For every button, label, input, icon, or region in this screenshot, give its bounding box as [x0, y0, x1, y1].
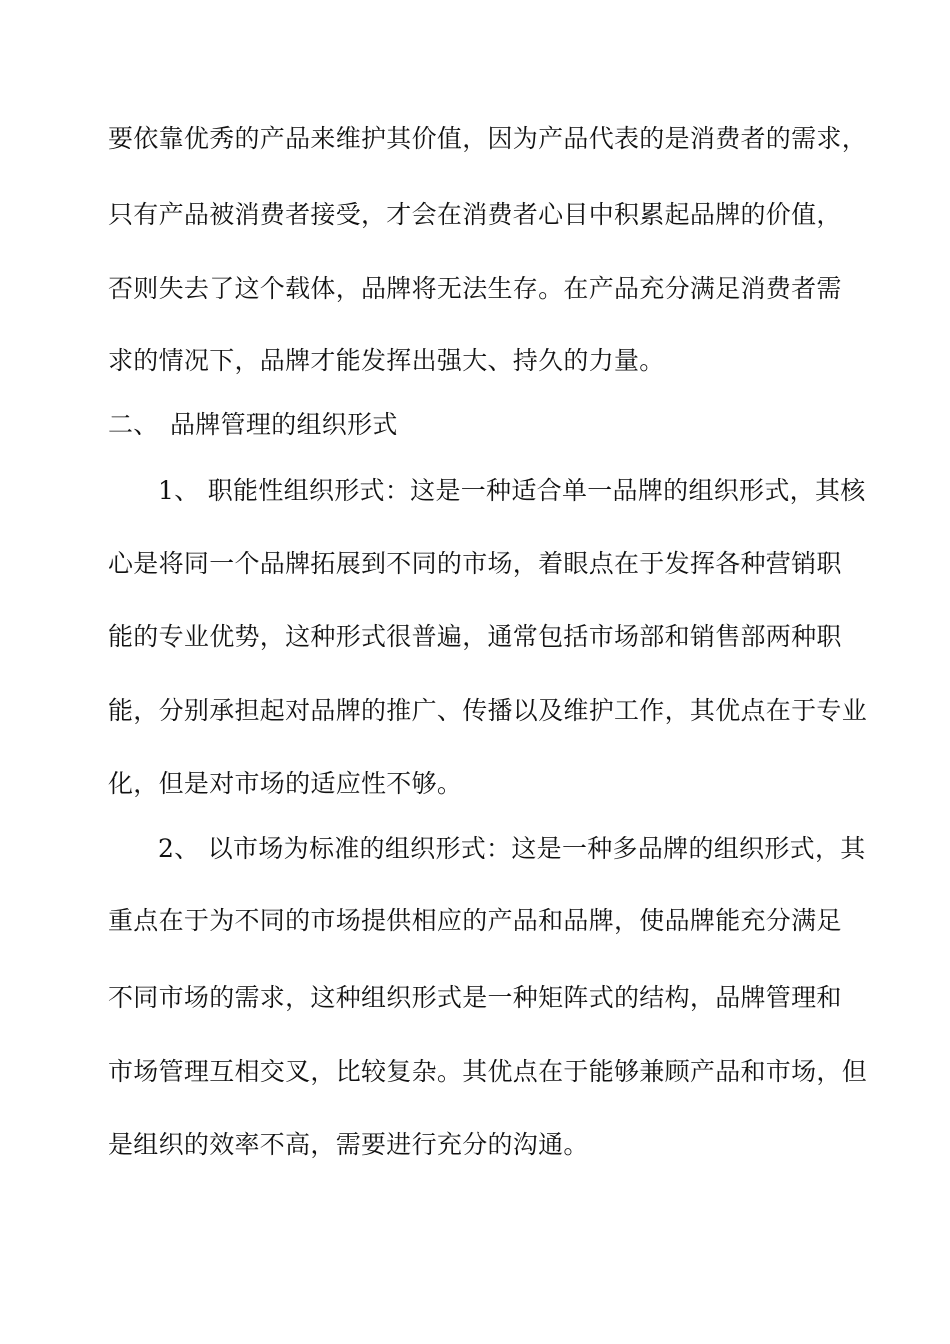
paragraph-line: 否则失去了这个载体，品牌将无法生存。在产品充分满足消费者需 — [108, 274, 842, 303]
item2-line: 重点在于为不同的市场提供相应的产品和品牌，使品牌能充分满足 — [108, 906, 842, 935]
paragraph-line: 只有产品被消费者接受，才会在消费者心目中积累起品牌的价值， — [108, 200, 842, 229]
section-heading — [108, 410, 848, 440]
item2-line: 不同市场的需求，这种组织形式是一种矩阵式的结构，品牌管理和 — [108, 983, 842, 1012]
item2-line: 2、 以市场为标准的组织形式：这是一种多品牌的组织形式，其 — [158, 834, 866, 863]
paragraph-line: 求的情况下，品牌才能发挥出强大、持久的力量。 — [108, 346, 665, 375]
item1-line: 1、 职能性组织形式：这是一种适合单一品牌的组织形式，其核 — [158, 476, 866, 505]
item1-line: 能，分别承担起对品牌的推广、传播以及维护工作，其优点在于专业 — [108, 696, 868, 725]
section-number: 二、 — [108, 410, 159, 439]
item2-line: 市场管理互相交叉，比较复杂。其优点在于能够兼顾产品和市场，但 — [108, 1057, 868, 1086]
item1-line: 能的专业优势，这种形式很普遍，通常包括市场部和销售部两种职 — [108, 622, 842, 651]
item1-line: 心是将同一个品牌拓展到不同的市场，着眼点在于发挥各种营销职 — [108, 549, 842, 578]
paragraph-line: 要依靠优秀的产品来维护其价值，因为产品代表的是消费者的需求， — [108, 124, 868, 153]
item2-line: 是组织的效率不高，需要进行充分的沟通。 — [108, 1130, 589, 1159]
item1-line: 化，但是对市场的适应性不够。 — [108, 769, 463, 798]
section-title: 品牌管理的组织形式 — [170, 410, 398, 439]
